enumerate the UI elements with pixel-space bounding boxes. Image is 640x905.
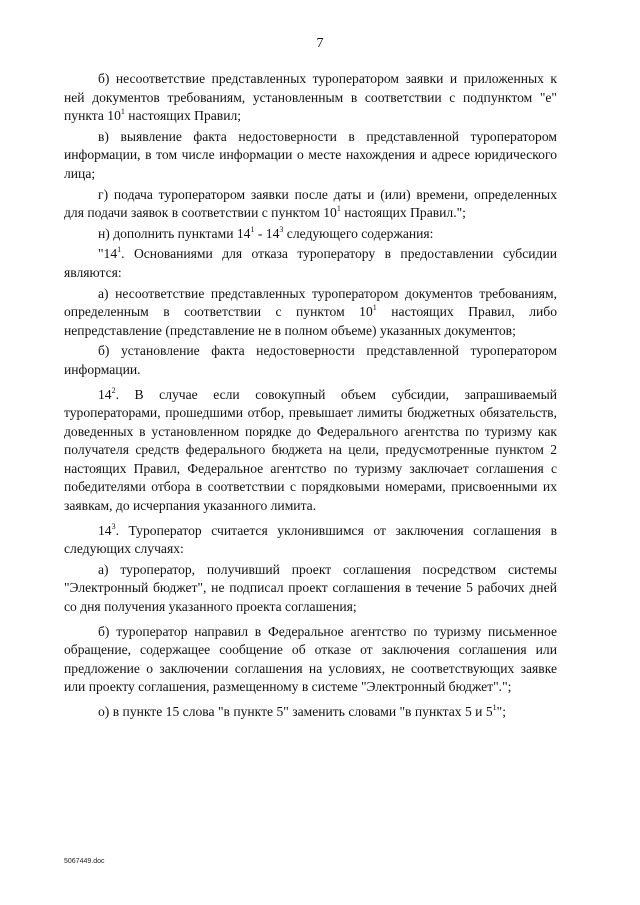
paragraph-n-add-points: н) дополнить пунктами $14^1 - 14^3$ следующего содержания: [98,224,434,241]
paragraph-v-unreliability: в) выявление факта недостоверности в представленной туроператором информации, в том числе информации о месте нахождения и адресе юридического лица; [64,128,557,181]
paragraph-14-2-subsidy-limit: $14^2$. В случае если совокупный объем субсидии, запрашиваемый туроператорами, прошедшими отбор, превышает лимиты бюджетных обязательств, доведенных в установленном порядке до Федерального агентства по туризму как получателя средств федерального бюджета на цели, предусмотренные пунктом 2 настоящих Правил, Федеральное агентство по туризму заключает соглашения с победителями отбора в соответствии с порядковыми номерами, присвоенными их заявкам, до исчерпания указанного лимита. [64,385,557,514]
paragraph-b-fact: б) установление факта недостоверности представленной туроператором информации. [64,343,557,377]
paragraph-a-not-signed: а) туроператор, получивший проект соглашения посредством системы "Электронный бюджет", не подписал проект соглашения в течение 5 рабочих дней со дня получения указанного проекта соглашения; [64,561,557,615]
paragraph-g-late-submission: г) подача туроператором заявки после даты и (или) времени, определенных для подачи заявок в соответствии с пунктом $10^1$ настоящих Правил."; [64,186,557,221]
page-number: 7 [316,36,324,51]
document-footer-code: 5067449.doc [64,858,105,865]
paragraph-14-1-refusal-grounds: "$14^1$. Основаниями для отказа туроператору в предоставлении субсидии являются: [64,245,557,280]
paragraph-a-documents: а) несоответствие представленных туроператором документов требованиям, определенным в соответствии с пунктом $10^1$ настоящих Правил, либо непредставление (представление не в полном объеме) указанных документов; [64,285,557,338]
paragraph-b-refusal-letter: б) туроператор направил в Федеральное агентство по туризму письменное обращение, содержащее сообщение об отказе от заключения соглашения или предложение о заключении соглашения на условиях, не соответствующих заявке или проекту соглашения, размещенному в системе "Электронный бюджет"."; [64,623,557,695]
paragraph-o-replace-words: о) в пункте 15 слова "в пункте 5" заменить словами "в пунктах 5 и $5^1$"; [98,703,506,719]
document-body [64,70,557,724]
paragraph-14-3-evasion: $14^3$. Туроператор считается уклонившимся от заключения соглашения в следующих случаях: [64,521,557,557]
paragraph-b-mismatch: б) несоответствие представленных туроператором заявки и приложенных к ней документов требованиям, установленным в соответствии с подпунктом "е" пункта $10^1$ настоящих Правил; [64,71,557,124]
